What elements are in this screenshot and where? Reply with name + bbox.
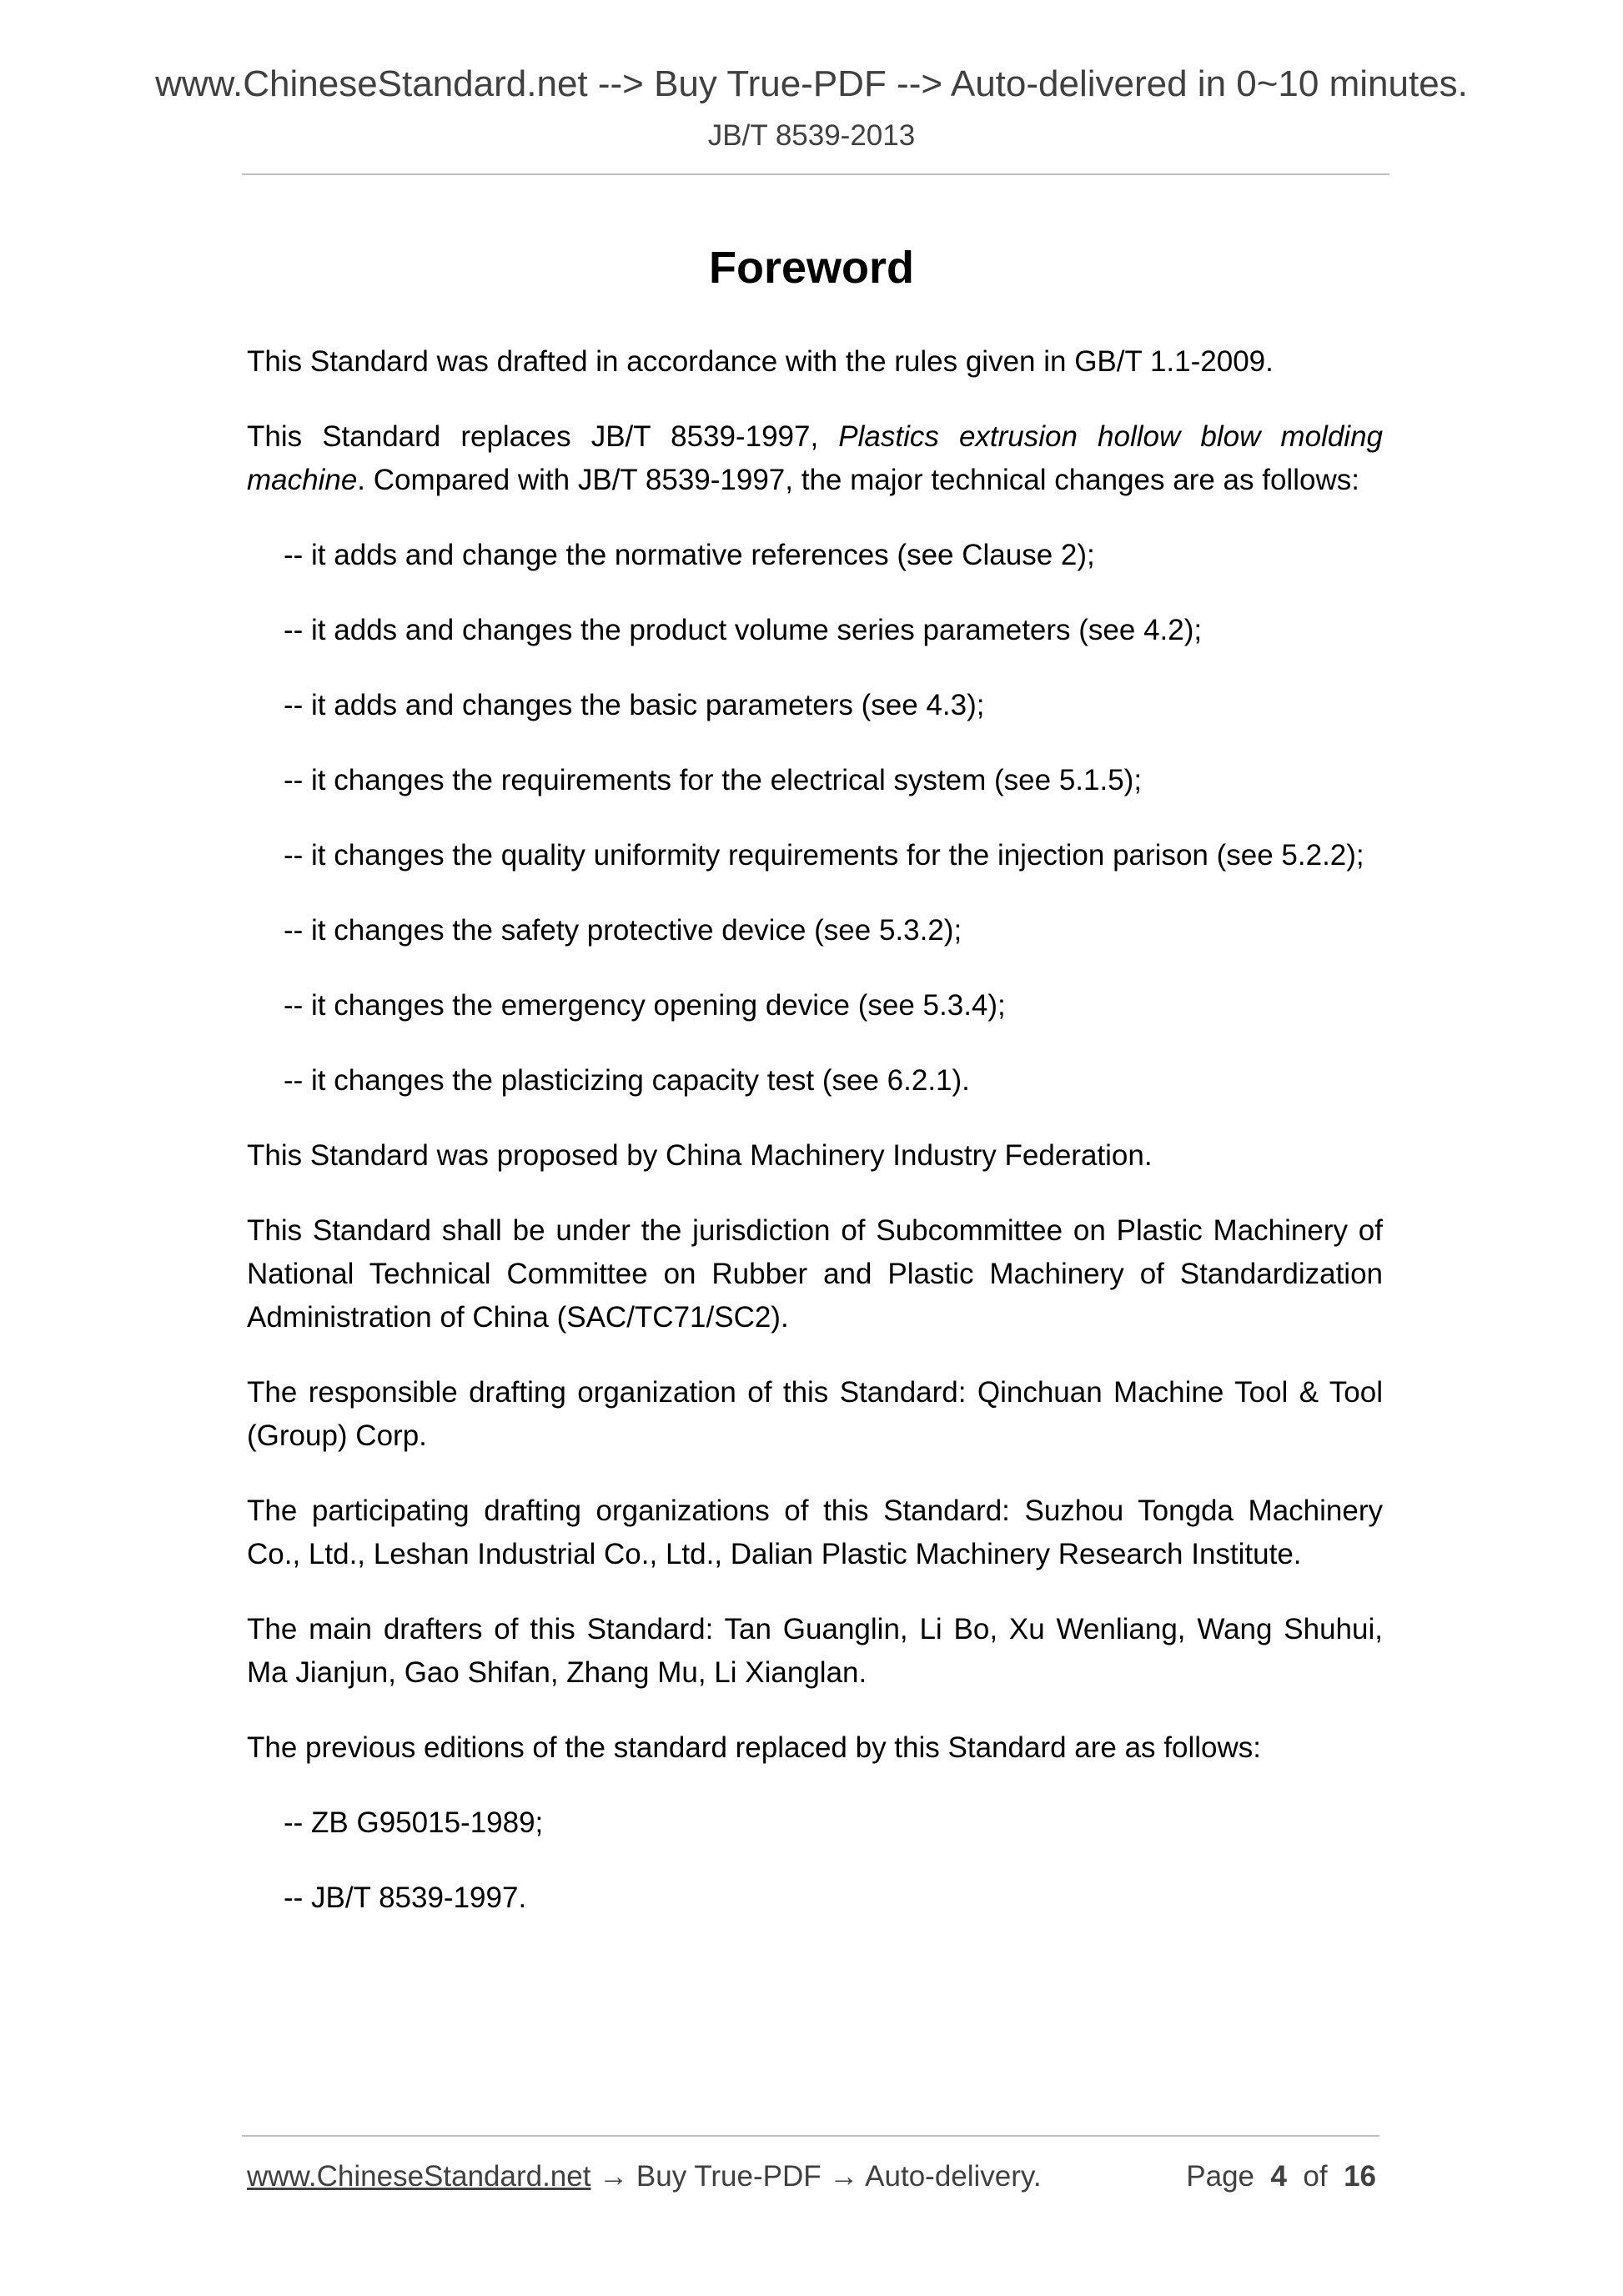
change-list-item: -- it adds and changes the product volume series parameters (see 4.2);	[284, 614, 1203, 646]
change-list-item: -- it adds and change the normative references (see Clause 2);	[284, 539, 1095, 571]
paragraph-previous-editions: The previous editions of the standard replaced by this Standard are as follows:	[247, 1731, 1261, 1764]
edition-list-item: -- JB/T 8539-1997.	[284, 1882, 527, 1914]
paragraph-proposed-by: This Standard was proposed by China Machinery Industry Federation.	[247, 1139, 1153, 1172]
page-title: Foreword	[708, 243, 914, 293]
change-list-item: -- it changes the plasticizing capacity test (see 6.2.1).	[284, 1064, 970, 1097]
change-list-item: -- it changes the quality uniformity requirements for the injection parison (see 5.2.2);	[284, 839, 1364, 872]
change-list-item: -- it changes the emergency opening device (see 5.3.4);	[284, 989, 1006, 1022]
paragraph-participating-organizations: The participating drafting organizations of this Standard: Suzhou Tongda Machinery Co., Ltd., Leshan Industrial Co., Ltd., Dalian Plastic Machinery Research Institute.	[247, 1495, 1383, 1570]
footer-promo-text: → Buy True-PDF → Auto-delivery.	[590, 2160, 1042, 2193]
header-standard-number: JB/T 8539-2013	[707, 119, 916, 152]
page-label: Page	[1186, 2160, 1255, 2193]
document-body	[247, 340, 1383, 1952]
footer-divider	[242, 2135, 1379, 2137]
paragraph-responsible-organization: The responsible drafting organization of this Standard: Qinchuan Machine Tool & Tool (Group) Corp.	[247, 1376, 1383, 1452]
footer-promo	[247, 2160, 1042, 2193]
page-current: 4	[1270, 2160, 1287, 2193]
edition-list-item: -- ZB G95015-1989;	[284, 1806, 544, 1839]
header-banner: www.ChineseStandard.net --> Buy True-PDF --> Auto-delivered in 0~10 minutes.	[155, 63, 1468, 104]
page-total: 16	[1344, 2160, 1376, 2193]
header-divider	[242, 173, 1389, 175]
change-list-item: -- it changes the safety protective device (see 5.3.2);	[284, 914, 962, 947]
replacement-text-end: . Compared with JB/T 8539-1997, the major technical changes are as follows:	[357, 464, 1359, 496]
page-number	[1186, 2160, 1376, 2193]
footer-website-link[interactable]: www.ChineseStandard.net	[247, 2160, 591, 2193]
replaced-standard-title: Plastics extrusion hollow blow molding machine	[247, 420, 1383, 496]
paragraph-main-drafters: The main drafters of this Standard: Tan Guanglin, Li Bo, Xu Wenliang, Wang Shuhui, Ma Jianjun, Gao Shifan, Zhang Mu, Li Xianglan.	[247, 1613, 1383, 1689]
paragraph-drafting-rules: This Standard was drafted in accordance with the rules given in GB/T 1.1-2009.	[247, 345, 1274, 378]
paragraph-jurisdiction: This Standard shall be under the jurisdiction of Subcommittee on Plastic Machinery of National Technical Committee on Rubber and Plastic Machinery of Standardization Administration of China (SAC/TC71/SC2).	[247, 1214, 1383, 1334]
replacement-text-start: This Standard replaces JB/T 8539-1997,	[247, 420, 839, 453]
page-of-label: of	[1303, 2160, 1328, 2193]
paragraph-replacement	[247, 415, 1383, 502]
change-list-item: -- it changes the requirements for the electrical system (see 5.1.5);	[284, 764, 1143, 796]
change-list-item: -- it adds and changes the basic parameters (see 4.3);	[284, 689, 985, 721]
